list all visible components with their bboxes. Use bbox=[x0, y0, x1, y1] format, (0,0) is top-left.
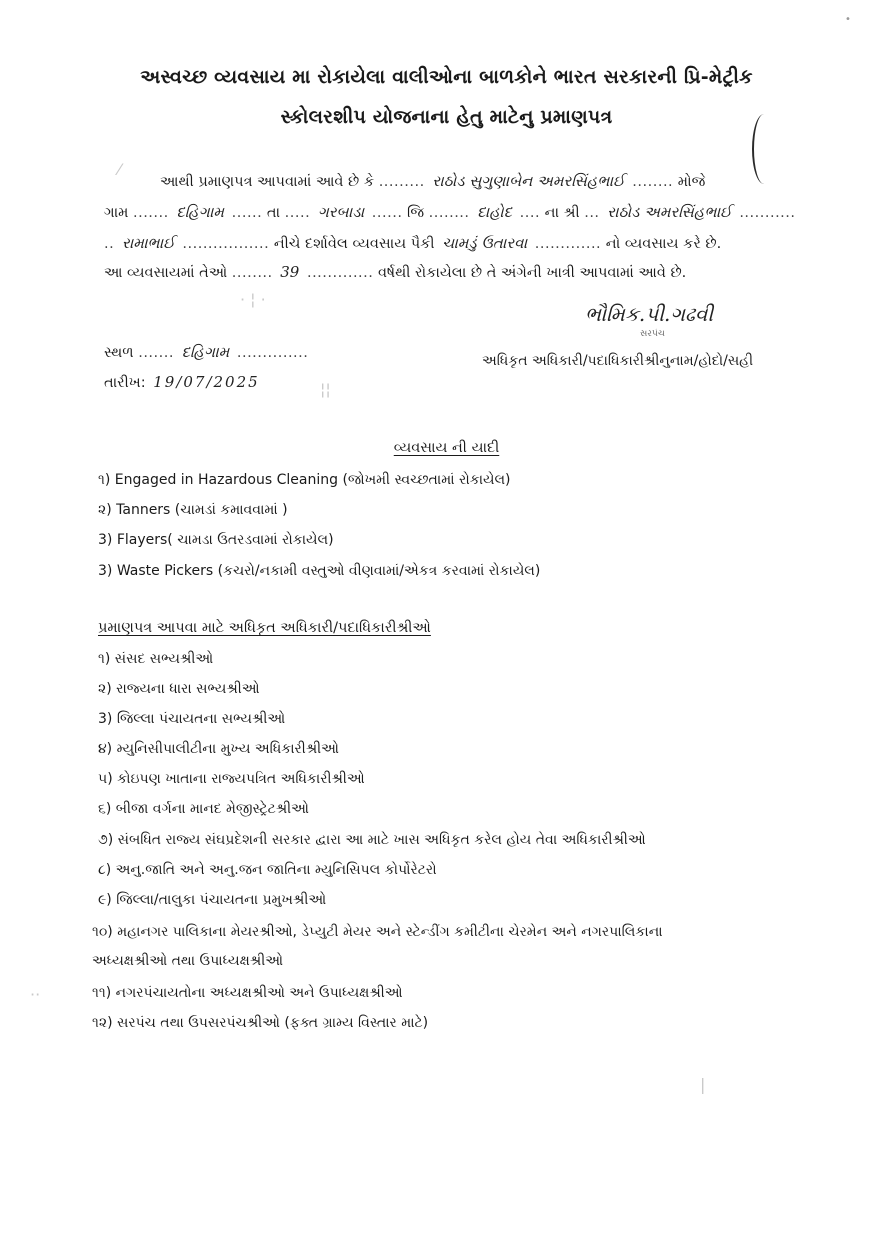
years-text: આ વ્યવસાયમાં તેઓ bbox=[104, 265, 228, 281]
occupation-list-title: વ્યવસાય ની યાદી bbox=[393, 440, 500, 456]
date-row bbox=[104, 373, 263, 391]
occupation-handwritten: ચામડું ઉતારવા bbox=[442, 234, 528, 252]
years-text-end: વર્ષથી રોકાયેલા છે તે અંગેની ખાત્રી આપવામાં આવે છે. bbox=[378, 265, 687, 281]
authority-item-continuation: અધ્યક્ષશ્રીઓ તથા ઉપાધ્યક્ષશ્રીઓ bbox=[92, 953, 284, 969]
handwritten-bracket bbox=[752, 114, 776, 184]
certificate-line-2: ગામ ....... દહિગામ ...... તા ..... ગરબાડા ...... જિ ........ દાહોદ .... ના શ્રી ... રાઠોડ અમરસિંહભાઈ ........... bbox=[104, 203, 796, 221]
authority-signature-label: અધિકૃત અધિકારી/પદાધિકારીશ્રીનુનામ/હોદો/સહી bbox=[482, 353, 754, 369]
fill-dots: ......... bbox=[378, 174, 425, 190]
student-name-handwritten: રાઠોડ સુગુણાબેન અમરસિંહભાઈ bbox=[432, 172, 625, 190]
authorities-list-title: પ્રમાણપત્ર આપવા માટે અધિકૃત અધિકારી/પદાધિકારીશ્રીઓ bbox=[98, 620, 431, 636]
moje-label: મોજે bbox=[677, 174, 706, 190]
scan-artifact: ¦¦ bbox=[320, 380, 331, 399]
guardian-name-cont-handwritten: રામાભાઈ bbox=[121, 234, 175, 252]
scan-artifact: ⁄ bbox=[118, 160, 121, 179]
occupation-text-end: નો વ્યવસાય કરે છે. bbox=[605, 236, 722, 252]
district-handwritten: દાહોદ bbox=[477, 203, 513, 221]
authority-item: ૯) જિલ્લા/તાલુકા પંચાયતના પ્રમુખશ્રીઓ bbox=[98, 892, 327, 908]
document-title-line2: સ્કોલરશીપ યોજનાના હેતુ માટેનુ પ્રમાણપત્ર bbox=[280, 106, 613, 128]
fill-dots: ........ bbox=[632, 174, 674, 190]
signature-designation: સરપંચ bbox=[640, 329, 665, 339]
district-label: જિ bbox=[407, 205, 425, 221]
authority-item: ૫) કોઇપણ ખાતાના રાજ્યપત્રિત અધિકારીશ્રીઓ bbox=[98, 771, 365, 787]
date-handwritten: 19/07/2025 bbox=[153, 373, 260, 391]
certificate-line-4: આ વ્યવસાયમાં તેઓ ........ 39 ............. વર્ષથી રોકાયેલા છે તે અંગેની ખાત્રી આપવામાં આવે છે. bbox=[104, 263, 687, 281]
certificate-line-1 bbox=[160, 172, 705, 190]
scan-artifact: | bbox=[700, 1075, 706, 1094]
signature-handwritten: ભૌમિક.પી.ગઢવી bbox=[585, 302, 714, 326]
authority-item: ૬) બીજા વર્ગના માનદ મેજીસ્ટ્રેટશ્રીઓ bbox=[98, 801, 309, 817]
authority-item: ૧૨) સરપંચ તથા ઉપસરપંચશ્રીઓ (ફક્ત ગ્રામ્ય વિસ્તાર માટે) bbox=[92, 1015, 429, 1031]
village-handwritten: દહિગામ bbox=[176, 203, 225, 221]
taluka-handwritten: ગરબાડા bbox=[317, 203, 365, 221]
document-title-line1: અસ્વચ્છ વ્યવસાય મા રોકાયેલા વાલીઓના બાળકોને ભારત સરકારની પ્રિ-મેટ્રીક bbox=[140, 66, 753, 88]
authority-item: ૧૦) મહાનગર પાલિકાના મેયરશ્રીઓ, ડેપ્યુટી મેયર અને સ્ટેન્ડીંગ કમીટીના ચેરમેન અને નગરપાલિકાના bbox=[92, 924, 663, 940]
taluka-label: તા bbox=[266, 205, 281, 221]
occupation-text: નીચે દર્શાવેલ વ્યવસાય પૈકી bbox=[273, 236, 435, 252]
authority-item: ૮) અનુ.જાતિ અને અનુ.જન જાતિના મ્યુનિસિપલ કોર્પોરેટરો bbox=[98, 862, 437, 878]
authority-item: ૭) સંબધિત રાજ્ય સંઘપ્રદેશની સરકાર દ્વારા આ માટે ખાસ અધિકૃત કરેલ હોય તેવા અધિકારીશ્રીઓ bbox=[98, 832, 646, 848]
authority-item: 3) જિલ્લા પંચાયતના સભ્યશ્રીઓ bbox=[98, 711, 286, 727]
place-handwritten: દહિગામ bbox=[181, 343, 230, 361]
shri-label: ના શ્રી bbox=[544, 205, 580, 221]
certify-text: આથી પ્રમાણપત્ર આપવામાં આવે છે કે bbox=[160, 174, 375, 190]
scan-artifact: • bbox=[845, 14, 851, 25]
place-row: સ્થળ ....... દહિગામ .............. bbox=[104, 343, 309, 361]
place-label: સ્થળ bbox=[104, 345, 134, 361]
guardian-name-handwritten: રાઠોડ અમરસિંહભાઈ bbox=[607, 203, 732, 221]
years-handwritten: 39 bbox=[280, 263, 300, 281]
date-label: તારીખ: bbox=[104, 375, 146, 391]
gaam-label: ગામ bbox=[104, 205, 129, 221]
occupation-item: ૨) Tanners (ચામડાં કમાવવામાં ) bbox=[98, 502, 288, 518]
authority-item: ૧) સંસદ સભ્યશ્રીઓ bbox=[98, 651, 214, 667]
authority-item: ૧૧) નગરપંચાયતોના અધ્યક્ષશ્રીઓ અને ઉપાધ્યક્ષશ્રીઓ bbox=[92, 985, 403, 1001]
occupation-item: 3) Waste Pickers (કચરો/નકામી વસ્તુઓ વીણવામાં/એકત્ર કરવામાં રોકાયેલ) bbox=[98, 563, 541, 579]
occupation-item: 3) Flayers( ચામડા ઉતરડવામાં રોકાયેલ) bbox=[98, 532, 334, 548]
occupation-item: ૧) Engaged in Hazardous Cleaning (જોખમી સ્વચ્છતામાં રોકાયેલ) bbox=[98, 472, 511, 488]
authority-item: ૨) રાજ્યના ધારા સભ્યશ્રીઓ bbox=[98, 681, 260, 697]
authority-item: ૪) મ્યુનિસીપાલીટીના મુખ્ય અધિકારીશ્રીઓ bbox=[98, 741, 339, 757]
certificate-line-3: .. રામાભાઈ ................. નીચે દર્શાવેલ વ્યવસાય પૈકી ચામડું ઉતારવા ............. નો વ્યવસાય કરે છે. bbox=[104, 234, 722, 252]
scan-artifact: · ¦ · bbox=[240, 290, 266, 309]
scan-artifact: ·· bbox=[30, 985, 41, 1004]
